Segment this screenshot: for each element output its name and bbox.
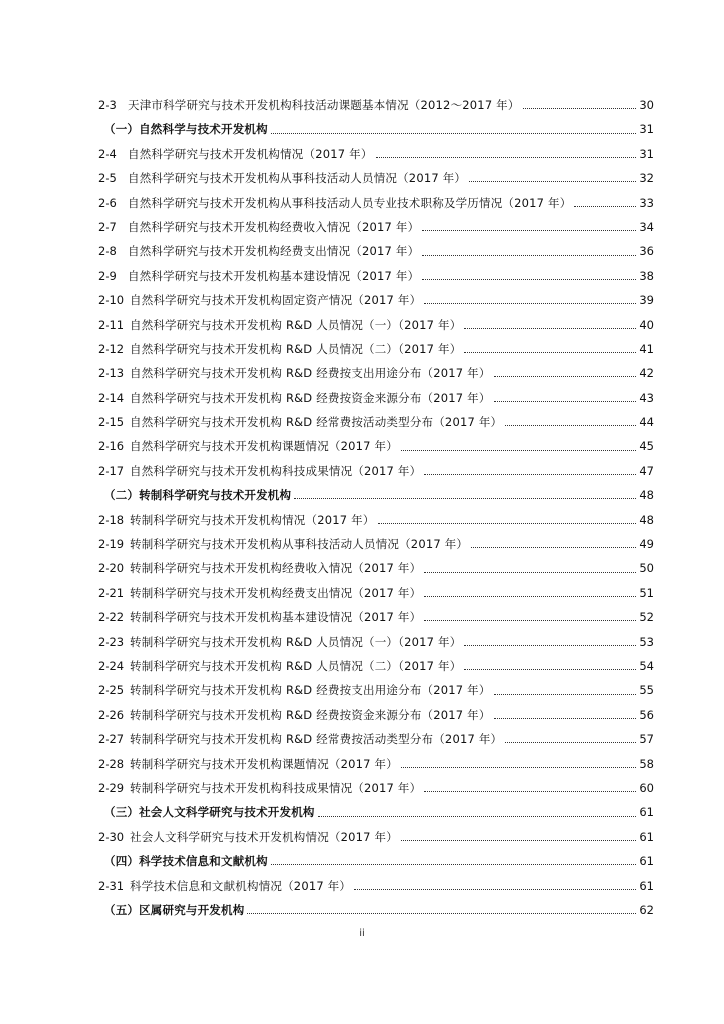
toc-dot-leader: [424, 473, 636, 475]
toc-page-number: 48: [639, 512, 654, 527]
toc-entry[interactable]: [98, 654, 654, 678]
toc-entry[interactable]: [98, 776, 654, 800]
toc-entry-number: 2-31: [98, 878, 125, 893]
toc-dot-leader: [424, 619, 636, 621]
toc-entry[interactable]: [98, 727, 654, 751]
toc-entry-number: 2-27: [98, 732, 125, 747]
toc-entry-number: 2-16: [98, 439, 125, 454]
toc-entry-number: 2-24: [98, 658, 125, 673]
toc-entry-number: 2-19: [98, 537, 125, 552]
page-number-footer: ii: [359, 928, 365, 939]
toc-page-number: 31: [639, 146, 654, 161]
toc-page-number: 48: [639, 488, 654, 503]
toc-entry-number: 2-7: [98, 219, 117, 234]
toc-entry-title: 自然科学研究与技术开发机构 R&D 经费按资金来源分布（2017 年）: [130, 390, 491, 405]
toc-entry[interactable]: [98, 532, 654, 556]
toc-entry-title: 转制科学研究与技术开发机构基本建设情况（2017 年）: [130, 610, 422, 625]
toc-dot-leader: [378, 522, 636, 524]
toc-section-title: （四）科学技术信息和文献机构: [104, 854, 268, 869]
toc-entry-title: 自然科学研究与技术开发机构基本建设情况（2017 年）: [128, 268, 420, 283]
toc-entry-title: 自然科学研究与技术开发机构 R&D 人员情况（一）（2017 年）: [130, 317, 462, 332]
toc-entry-number: 2-17: [98, 463, 125, 478]
toc-entry[interactable]: [98, 434, 654, 458]
toc-entry-title: 转制科学研究与技术开发机构经费收入情况（2017 年）: [130, 561, 422, 576]
toc-dot-leader: [424, 595, 636, 597]
toc-entry-number: 2-8: [98, 244, 117, 259]
toc-entry-title: 转制科学研究与技术开发机构科技成果情况（2017 年）: [130, 780, 422, 795]
toc-entry-number: 2-15: [98, 415, 125, 430]
toc-dot-leader: [523, 107, 636, 109]
toc-entry[interactable]: [98, 678, 654, 702]
toc-entry-title: 转制科学研究与技术开发机构情况（2017 年）: [130, 512, 375, 527]
toc-entry-title: 转制科学研究与技术开发机构 R&D 人员情况（二）（2017 年）: [130, 658, 462, 673]
toc-dot-leader: [424, 302, 636, 304]
toc-entry-title: 自然科学研究与技术开发机构 R&D 人员情况（二）（2017 年）: [130, 341, 462, 356]
toc-entry-title: 科学技术信息和文献机构情况（2017 年）: [130, 878, 352, 893]
toc-entry-number: 2-28: [98, 756, 125, 771]
toc-entry[interactable]: [98, 752, 654, 776]
toc-section-title: （二）转制科学研究与技术开发机构: [104, 488, 292, 503]
toc-entry-title: 自然科学研究与技术开发机构情况（2017 年）: [128, 146, 373, 161]
toc-entry[interactable]: [98, 630, 654, 654]
toc-entry[interactable]: [98, 93, 654, 117]
toc-entry-number: 2-18: [98, 512, 125, 527]
toc-entry[interactable]: [98, 239, 654, 263]
toc-entry[interactable]: [98, 337, 654, 361]
toc-page-number: 44: [639, 415, 654, 430]
toc-entry-number: 2-30: [98, 829, 125, 844]
toc-dot-leader: [494, 717, 636, 719]
toc-entry[interactable]: [98, 191, 654, 215]
toc-page-number: 61: [639, 829, 654, 844]
toc-entry-number: 2-12: [98, 341, 125, 356]
toc-section-title: （一）自然科学与技术开发机构: [104, 122, 268, 137]
toc-dot-leader: [376, 156, 636, 158]
toc-dot-leader: [469, 180, 636, 182]
toc-entry-title: 转制科学研究与技术开发机构 R&D 经费按资金来源分布（2017 年）: [130, 707, 491, 722]
toc-dot-leader: [505, 741, 636, 743]
toc-dot-leader: [464, 668, 636, 670]
toc-page-number: 33: [639, 195, 654, 210]
toc-entry-title: 转制科学研究与技术开发机构 R&D 经费按支出用途分布（2017 年）: [130, 683, 491, 698]
toc-page-number: 60: [639, 780, 654, 795]
toc-page-number: 41: [639, 341, 654, 356]
toc-page-number: 30: [639, 98, 654, 112]
toc-entry-title: 转制科学研究与技术开发机构经费支出情况（2017 年）: [130, 585, 422, 600]
toc-entry-number: 2-10: [98, 293, 125, 308]
toc-entry-title: 天津市科学研究与技术开发机构科技活动课题基本情况（2012～2017 年）: [128, 98, 520, 112]
toc-entry-title: 社会人文科学研究与技术开发机构情况（2017 年）: [130, 829, 398, 844]
toc-dot-leader: [271, 863, 636, 865]
toc-page-number: 36: [639, 244, 654, 259]
toc-section-heading[interactable]: [98, 849, 654, 873]
toc-entry-title: 自然科学研究与技术开发机构固定资产情况（2017 年）: [130, 293, 422, 308]
toc-entry[interactable]: [98, 581, 654, 605]
toc-entry[interactable]: [98, 215, 654, 239]
toc-entry-number: 2-5: [98, 171, 117, 186]
toc-entry-number: 2-11: [98, 317, 125, 332]
toc-dot-leader: [271, 132, 636, 134]
toc-page-number: 61: [639, 854, 654, 869]
toc-dot-leader: [424, 790, 636, 792]
toc-page-number: 52: [639, 610, 654, 625]
toc-entry-number: 2-14: [98, 390, 125, 405]
toc-entry[interactable]: [98, 288, 654, 312]
toc-entry-number: 2-4: [98, 146, 117, 161]
toc-dot-leader: [422, 278, 636, 280]
toc-entry[interactable]: [98, 605, 654, 629]
toc-section-heading[interactable]: [98, 117, 654, 141]
toc-dot-leader: [401, 449, 636, 451]
toc-entry-number: 2-22: [98, 610, 125, 625]
toc-entry-number: 2-23: [98, 634, 125, 649]
toc-entry-title: 转制科学研究与技术开发机构 R&D 人员情况（一）（2017 年）: [130, 634, 462, 649]
toc-entry-title: 自然科学研究与技术开发机构课题情况（2017 年）: [130, 439, 398, 454]
toc-page-number: 43: [639, 390, 654, 405]
toc-dot-leader: [401, 766, 636, 768]
toc-page-number: 49: [639, 537, 654, 552]
toc-page-number: 62: [639, 902, 654, 917]
toc-entry[interactable]: [98, 556, 654, 580]
toc-dot-leader: [318, 815, 636, 817]
toc-entry-title: 自然科学研究与技术开发机构科技成果情况（2017 年）: [130, 463, 422, 478]
toc-entry-number: 2-21: [98, 585, 125, 600]
toc-page-number: 50: [639, 561, 654, 576]
toc-entry-number: 2-20: [98, 561, 125, 576]
toc-dot-leader: [494, 375, 636, 377]
toc-entry-title: 自然科学研究与技术开发机构经费支出情况（2017 年）: [128, 244, 420, 259]
toc-entry[interactable]: [98, 166, 654, 190]
toc-dot-leader: [401, 839, 636, 841]
toc-page-number: 32: [639, 171, 654, 186]
toc-entry[interactable]: [98, 361, 654, 385]
toc-page-number: 61: [639, 878, 654, 893]
toc-dot-leader: [494, 693, 636, 695]
toc-page-number: 40: [639, 317, 654, 332]
toc-page-number: 54: [639, 658, 654, 673]
toc-page-number: 31: [639, 122, 654, 137]
toc-entry-number: 2-3: [98, 98, 117, 112]
toc-page-number: 42: [639, 366, 654, 381]
toc-entry-title: 自然科学研究与技术开发机构从事科技活动人员专业技术职称及学历情况（2017 年）: [128, 195, 572, 210]
toc-section-heading[interactable]: [98, 483, 654, 507]
toc-dot-leader: [505, 424, 636, 426]
toc-page-number: 39: [639, 293, 654, 308]
toc-entry-number: 2-25: [98, 683, 125, 698]
toc-page-number: 45: [639, 439, 654, 454]
toc-section-heading[interactable]: [98, 800, 654, 824]
toc-dot-leader: [354, 888, 636, 890]
toc-entry-number: 2-26: [98, 707, 125, 722]
toc-section-title: （三）社会人文科学研究与技术开发机构: [104, 805, 315, 820]
toc-section-title: （五）区属研究与开发机构: [104, 902, 245, 917]
toc-page-number: 38: [639, 268, 654, 283]
toc-page-number: 61: [639, 805, 654, 820]
toc-entry-title: 自然科学研究与技术开发机构 R&D 经常费按活动类型分布（2017 年）: [130, 415, 503, 430]
toc-entry-number: 2-6: [98, 195, 117, 210]
toc-page-number: 47: [639, 463, 654, 478]
table-of-contents: [98, 93, 654, 922]
toc-dot-leader: [464, 327, 636, 329]
toc-page-number: 55: [639, 683, 654, 698]
toc-entry[interactable]: [98, 703, 654, 727]
toc-page-number: 34: [639, 219, 654, 234]
toc-page-number: 51: [639, 585, 654, 600]
toc-dot-leader: [294, 497, 636, 499]
toc-dot-leader: [574, 205, 636, 207]
toc-entry-title: 转制科学研究与技术开发机构从事科技活动人员情况（2017 年）: [130, 537, 469, 552]
toc-entry[interactable]: [98, 825, 654, 849]
toc-entry-number: 2-9: [98, 268, 117, 283]
toc-dot-leader: [422, 229, 636, 231]
toc-dot-leader: [422, 254, 636, 256]
toc-dot-leader: [247, 912, 636, 914]
toc-entry-title: 转制科学研究与技术开发机构 R&D 经常费按活动类型分布（2017 年）: [130, 732, 503, 747]
toc-entry[interactable]: [98, 874, 654, 898]
toc-entry[interactable]: [98, 264, 654, 288]
toc-dot-leader: [471, 546, 636, 548]
toc-entry[interactable]: [98, 508, 654, 532]
toc-page-number: 57: [639, 732, 654, 747]
toc-entry[interactable]: [98, 313, 654, 337]
toc-page-number: 53: [639, 634, 654, 649]
toc-entry-number: 2-13: [98, 366, 125, 381]
toc-dot-leader: [424, 571, 636, 573]
toc-entry[interactable]: [98, 142, 654, 166]
toc-entry-title: 自然科学研究与技术开发机构从事科技活动人员情况（2017 年）: [128, 171, 467, 186]
toc-dot-leader: [464, 351, 636, 353]
toc-entry-title: 自然科学研究与技术开发机构经费收入情况（2017 年）: [128, 219, 420, 234]
toc-page-number: 56: [639, 707, 654, 722]
toc-page-number: 58: [639, 756, 654, 771]
toc-dot-leader: [464, 644, 636, 646]
toc-entry-title: 自然科学研究与技术开发机构 R&D 经费按支出用途分布（2017 年）: [130, 366, 491, 381]
toc-entry[interactable]: [98, 386, 654, 410]
toc-dot-leader: [494, 400, 636, 402]
toc-entry[interactable]: [98, 459, 654, 483]
toc-entry[interactable]: [98, 410, 654, 434]
toc-entry-title: 转制科学研究与技术开发机构课题情况（2017 年）: [130, 756, 398, 771]
toc-entry-number: 2-29: [98, 780, 125, 795]
toc-section-heading[interactable]: [98, 898, 654, 922]
